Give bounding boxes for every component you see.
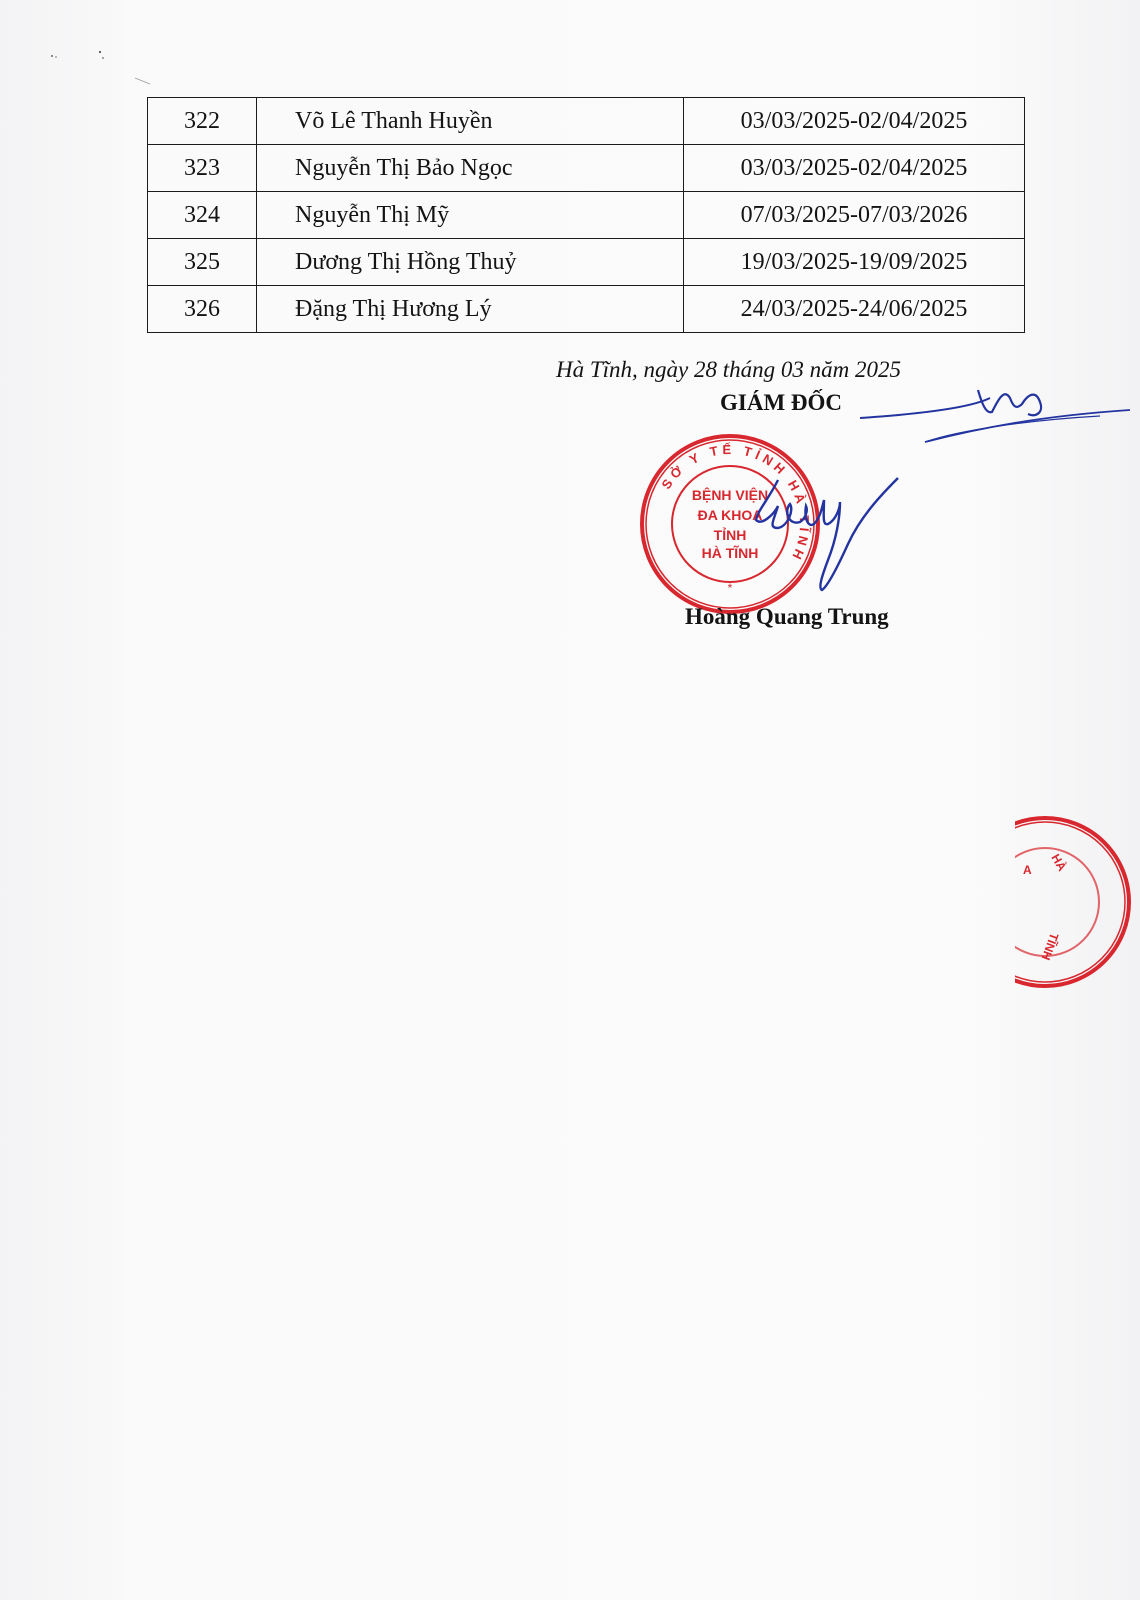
stamp-line-1: BỆNH VIỆN xyxy=(691,487,769,503)
period-cell: 24/03/2025-24/06/2025 xyxy=(684,286,1025,333)
name-cell: Nguyễn Thị Bảo Ngọc xyxy=(257,145,684,192)
signature-flourish-top xyxy=(860,380,1130,460)
svg-text:*: * xyxy=(727,581,733,595)
signer-title: GIÁM ĐỐC xyxy=(720,390,843,415)
scan-specks xyxy=(40,40,160,90)
period-cell: 03/03/2025-02/04/2025 xyxy=(684,145,1025,192)
table-row xyxy=(148,286,1025,333)
signature-main xyxy=(748,470,938,620)
name-cell: Đặng Thị Hương Lý xyxy=(257,286,684,333)
period-cell: 19/03/2025-19/09/2025 xyxy=(684,239,1025,286)
table-row xyxy=(148,192,1025,239)
table-row xyxy=(148,98,1025,145)
period-cell: 03/03/2025-02/04/2025 xyxy=(684,98,1025,145)
svg-text:A: A xyxy=(1023,863,1032,877)
row-number-cell: 322 xyxy=(148,98,257,145)
stamp-line-3: TỈNH xyxy=(713,527,747,543)
stamp-line-4: HÀ TĨNH xyxy=(701,545,759,561)
name-cell: Nguyễn Thị Mỹ xyxy=(257,192,684,239)
signer-name: Hoàng Quang Trung xyxy=(685,604,889,629)
svg-text:HÀ: HÀ xyxy=(1048,851,1070,874)
period-cell: 07/03/2025-07/03/2026 xyxy=(684,192,1025,239)
row-number-cell: 326 xyxy=(148,286,257,333)
row-number-cell: 325 xyxy=(148,239,257,286)
table-row xyxy=(148,145,1025,192)
row-number-cell: 324 xyxy=(148,192,257,239)
row-number-cell: 323 xyxy=(148,145,257,192)
place-date: Hà Tĩnh, ngày 28 tháng 03 năm 2025 xyxy=(556,357,901,382)
svg-text:TĨNH: TĨNH xyxy=(1038,930,1062,963)
stamp-ring-text: SỞ Y TẾ TỈNH HÀ TĨNH xyxy=(658,441,813,566)
name-cell: Võ Lê Thanh Huyền xyxy=(257,98,684,145)
stamp-line-2: ĐA KHOA xyxy=(697,507,763,523)
table-row xyxy=(148,239,1025,286)
staff-table xyxy=(147,97,1025,333)
partial-stamp-edge xyxy=(1015,812,1140,992)
name-cell: Dương Thị Hồng Thuỷ xyxy=(257,239,684,286)
